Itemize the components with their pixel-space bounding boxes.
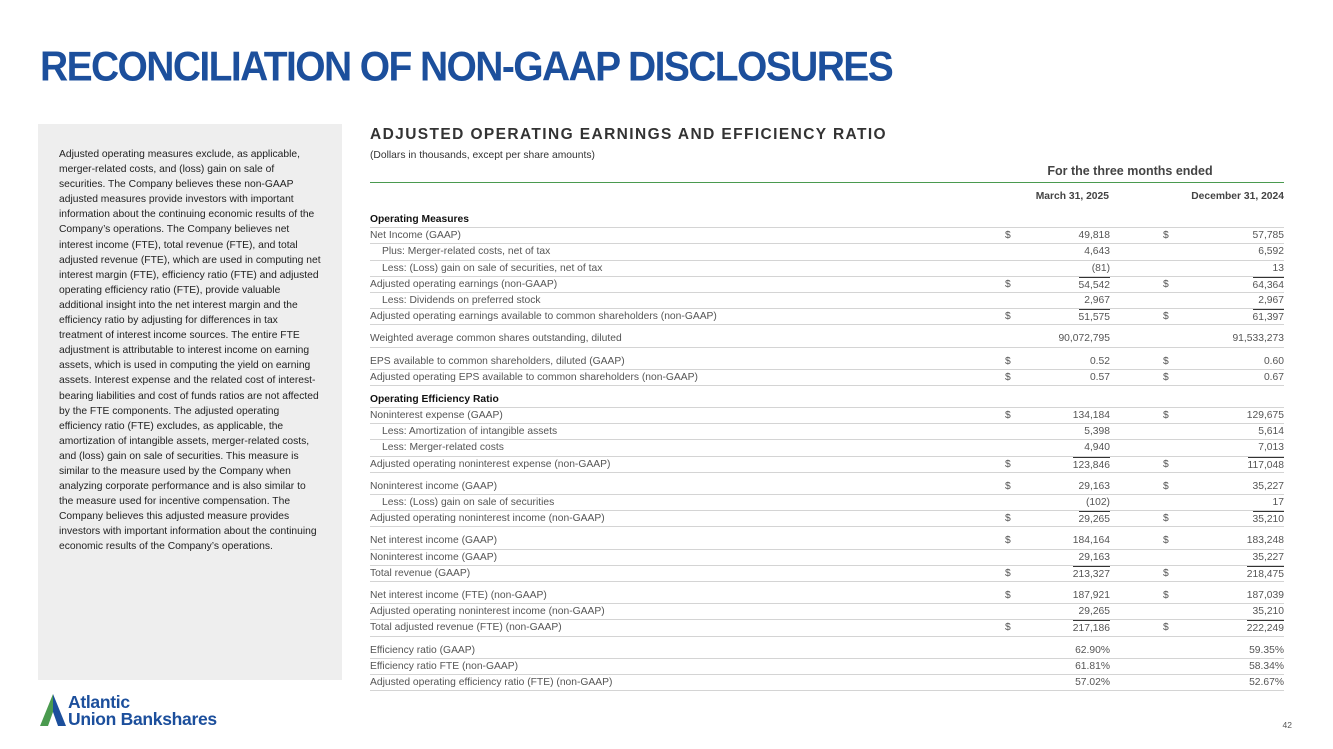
table-row: [370, 261, 1284, 277]
row-label: Noninterest income (GAAP): [370, 551, 498, 563]
value-december-2024: 129,675: [1246, 410, 1284, 422]
value-march-2025: 29,265: [1079, 511, 1111, 527]
logo-text-line1: Atlantic: [68, 692, 130, 712]
page-number: 42: [1282, 720, 1292, 730]
value-december-2024: 59.35%: [1249, 644, 1284, 656]
value-december-2024: 13: [1272, 262, 1284, 274]
row-label: Less: Dividends on preferred stock: [382, 294, 541, 306]
logo-mark-icon: [40, 694, 66, 726]
explanatory-sidebar: [38, 124, 342, 680]
value-march-2025: 123,846: [1073, 457, 1110, 473]
row-label: Less: Amortization of intangible assets: [382, 426, 558, 438]
row-label: Adjusted operating earnings available to common shareholders (non-GAAP): [370, 311, 717, 323]
value-december-2024: 5,614: [1258, 426, 1284, 438]
row-label: Adjusted operating EPS available to common shareholders (non-GAAP): [370, 371, 698, 383]
value-march-2025: 51,575: [1079, 309, 1111, 325]
sidebar-text: Adjusted operating measures exclude, as applicable, merger-related costs, and (loss) gain on sale of securities. The Company believes these non-GAAP adjusted measures provide investors with important information about the continuing economic results of the Company’s operations. The Company believes net interest income (FTE), total revenue (FTE), and total adjusted revenue (FTE), which are used in computing net interest margin (FTE), efficiency ratio (FTE) and adjusted operating efficiency ratio (FTE), provide valuable additional insight into the net interest margin and the efficiency ratio by adjusting for differences in tax treatment of interest income sources. The entire FTE adjustment is attributable to interest income on earning assets, which is used in computing the yield on earning assets. Interest expense and the related cost of interest-bearing liabilities and cost of funds ratios are not affected by the FTE components. The adjusted operating efficiency ratio (FTE) excludes, as applicable, the amortization of intangible assets, merger-related costs, and (loss) gain on sale of securities. This measure is similar to the measure used by the Company when analyzing corporate performance and is also similar to the measure used for incentive compensation. The Company believes this adjusted measure provides investors with important information about the continuing economic results of the Company’s operations.: [59, 149, 321, 553]
currency-symbol: $: [1005, 567, 1011, 579]
table-row: [370, 675, 1284, 691]
value-march-2025: 61.81%: [1075, 660, 1110, 672]
value-march-2025: 213,327: [1073, 566, 1110, 582]
currency-symbol: $: [1005, 589, 1011, 601]
value-march-2025: 54,542: [1079, 277, 1111, 293]
value-december-2024: 35,210: [1253, 511, 1285, 527]
value-december-2024: 35,210: [1252, 606, 1284, 618]
currency-symbol: $: [1163, 622, 1169, 634]
currency-symbol: $: [1163, 513, 1169, 525]
row-label: Net interest income (GAAP): [370, 535, 498, 547]
value-december-2024: 222,249: [1247, 620, 1284, 636]
value-december-2024: 218,475: [1247, 566, 1284, 582]
row-label: Less: Merger-related costs: [382, 442, 504, 454]
row-label: Adjusted operating earnings (non-GAAP): [370, 278, 558, 290]
value-december-2024: 0.60: [1263, 355, 1284, 367]
table-row: [370, 604, 1284, 620]
value-march-2025: 0.52: [1089, 355, 1110, 367]
row-label: Adjusted operating noninterest income (non-GAAP): [370, 606, 605, 618]
value-december-2024: 52.67%: [1249, 676, 1284, 688]
value-december-2024: 0.67: [1263, 371, 1284, 383]
currency-symbol: $: [1005, 355, 1011, 367]
currency-symbol: $: [1163, 535, 1169, 547]
value-december-2024: 91,533,273: [1232, 333, 1284, 345]
row-label: Efficiency ratio FTE (non-GAAP): [370, 660, 519, 672]
column-header-december-2024: December 31, 2024: [1191, 191, 1284, 202]
value-march-2025: (81): [1091, 262, 1110, 274]
table-row: [370, 408, 1284, 424]
row-label: EPS available to common shareholders, diluted (GAAP): [370, 355, 625, 367]
table-row: [370, 566, 1284, 582]
table-section-header: [370, 392, 1284, 408]
currency-symbol: $: [1163, 371, 1169, 383]
table-row: [370, 479, 1284, 495]
row-label: Plus: Merger-related costs, net of tax: [382, 246, 551, 258]
row-label: Adjusted operating efficiency ratio (FTE) (non-GAAP): [370, 676, 613, 688]
value-december-2024: 17: [1272, 497, 1284, 508]
value-december-2024: 187,039: [1246, 589, 1284, 601]
header-divider: [370, 182, 1284, 183]
value-march-2025: 62.90%: [1075, 644, 1110, 656]
row-label: Total adjusted revenue (FTE) (non-GAAP): [370, 622, 562, 634]
currency-symbol: $: [1005, 230, 1011, 242]
value-march-2025: 184,164: [1072, 535, 1110, 547]
currency-symbol: $: [1005, 311, 1011, 323]
table-row: [370, 550, 1284, 566]
value-march-2025: 29,163: [1078, 551, 1110, 563]
table-row: [370, 228, 1284, 244]
page-title: RECONCILIATION OF NON-GAAP DISCLOSURES: [40, 44, 893, 91]
value-march-2025: 29,163: [1078, 480, 1110, 492]
currency-symbol: $: [1005, 535, 1011, 547]
currency-symbol: $: [1005, 480, 1011, 492]
value-december-2024: 7,013: [1258, 442, 1284, 454]
table-row: [370, 440, 1284, 456]
value-december-2024: 57,785: [1252, 230, 1284, 242]
currency-symbol: $: [1005, 278, 1011, 290]
currency-symbol: $: [1005, 622, 1011, 634]
value-december-2024: 2,967: [1258, 294, 1284, 306]
value-december-2024: 64,364: [1253, 277, 1285, 293]
table-section-header: [370, 212, 1284, 228]
table-subtitle: (Dollars in thousands, except per share amounts): [370, 150, 595, 161]
table-row: [370, 643, 1284, 659]
row-label: Noninterest income (GAAP): [370, 480, 498, 492]
reconciliation-table: [370, 212, 1284, 691]
row-label: Efficiency ratio (GAAP): [370, 644, 476, 656]
table-row: [370, 495, 1284, 511]
column-header-march-2025: March 31, 2025: [1035, 191, 1109, 202]
currency-symbol: $: [1163, 278, 1169, 290]
table-row: [370, 370, 1284, 386]
table-row: [370, 511, 1284, 527]
table-row: [370, 588, 1284, 604]
table-row: [370, 533, 1284, 549]
value-march-2025: 134,184: [1072, 410, 1110, 422]
logo-text-line2: Union Bankshares: [68, 709, 217, 729]
value-december-2024: 35,227: [1252, 480, 1284, 492]
value-december-2024: 117,048: [1248, 457, 1284, 473]
currency-symbol: $: [1005, 371, 1011, 383]
table-row: [370, 244, 1284, 260]
table-title: ADJUSTED OPERATING EARNINGS AND EFFICIENCY RATIO: [370, 126, 888, 143]
table-row: [370, 331, 1284, 347]
value-march-2025: 29,265: [1078, 606, 1110, 618]
value-march-2025: 90,072,795: [1058, 333, 1110, 345]
currency-symbol: $: [1163, 567, 1169, 579]
value-december-2024: 58.34%: [1249, 660, 1284, 672]
period-header: For the three months ended: [1047, 164, 1213, 178]
currency-symbol: $: [1005, 458, 1011, 470]
value-march-2025: (102): [1085, 497, 1110, 508]
value-march-2025: 217,186: [1073, 620, 1110, 636]
table-row: [370, 354, 1284, 370]
row-label: Less: (Loss) gain on sale of securities, net of tax: [382, 262, 603, 274]
currency-symbol: $: [1163, 410, 1169, 422]
currency-symbol: $: [1163, 589, 1169, 601]
row-label: Operating Efficiency Ratio: [370, 393, 499, 405]
row-label: Operating Measures: [370, 214, 469, 225]
currency-symbol: $: [1163, 355, 1169, 367]
table-row: [370, 293, 1284, 309]
table-row: [370, 659, 1284, 675]
value-december-2024: 61,397: [1253, 309, 1285, 325]
row-label: Adjusted operating noninterest income (non-GAAP): [370, 513, 605, 525]
table-row: [370, 620, 1284, 636]
value-march-2025: 5,398: [1084, 426, 1110, 438]
table-row: [370, 309, 1284, 325]
table-row: [370, 424, 1284, 440]
row-label: Adjusted operating noninterest expense (non-GAAP): [370, 458, 611, 470]
currency-symbol: $: [1005, 513, 1011, 525]
value-march-2025: 0.57: [1089, 371, 1110, 383]
currency-symbol: $: [1163, 480, 1169, 492]
currency-symbol: $: [1163, 311, 1169, 323]
value-march-2025: 57.02%: [1075, 676, 1110, 688]
currency-symbol: $: [1163, 458, 1169, 470]
currency-symbol: $: [1005, 410, 1011, 422]
row-label: Net Income (GAAP): [370, 230, 461, 242]
currency-symbol: $: [1163, 230, 1169, 242]
row-label: Net interest income (FTE) (non-GAAP): [370, 589, 547, 601]
row-label: Noninterest expense (GAAP): [370, 410, 503, 422]
value-march-2025: 2,967: [1084, 294, 1110, 306]
value-march-2025: 49,818: [1078, 230, 1110, 242]
table-row: [370, 457, 1284, 473]
value-december-2024: 6,592: [1258, 246, 1284, 258]
value-march-2025: 187,921: [1072, 589, 1110, 601]
row-label: Total revenue (GAAP): [370, 567, 471, 579]
table-row: [370, 277, 1284, 293]
row-label: Weighted average common shares outstanding, diluted: [370, 333, 622, 345]
value-march-2025: 4,940: [1084, 442, 1110, 454]
value-december-2024: 35,227: [1252, 551, 1284, 563]
value-december-2024: 183,248: [1246, 535, 1284, 547]
value-march-2025: 4,643: [1084, 246, 1110, 258]
row-label: Less: (Loss) gain on sale of securities: [382, 497, 555, 508]
